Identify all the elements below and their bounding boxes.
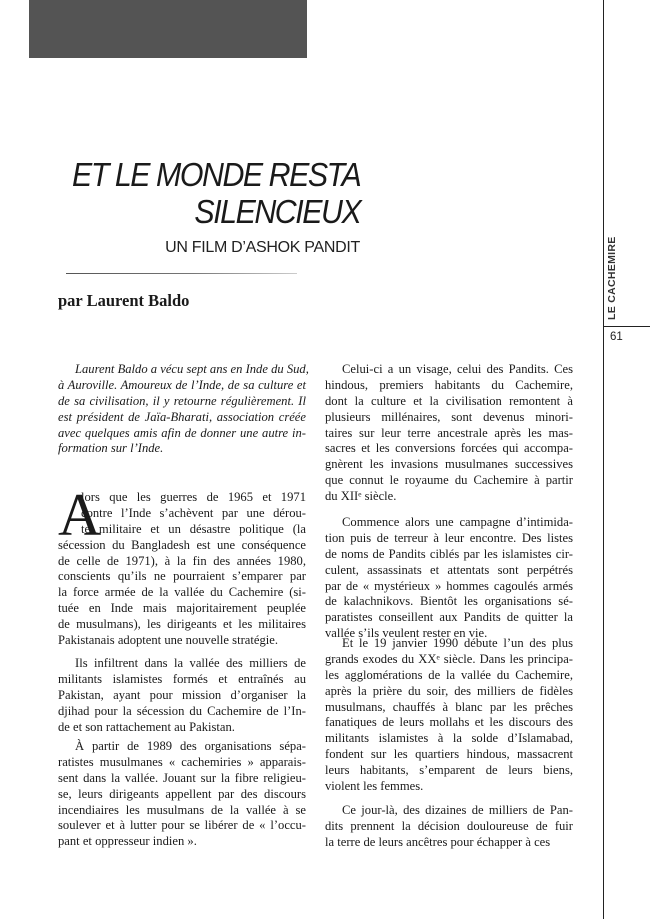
text-line: se, leurs dirigeants appellent par des discours [58,786,306,801]
text-line: incendiaires les musulmans de la vallée à se [58,802,306,817]
page-number: 61 [610,331,623,343]
text-line: formation sur l’Inde. [58,441,164,456]
text-line: militants islamistes à la solde d’Islamabad, [325,731,573,746]
text-line: à Auroville. Amoureux de l’Inde, de sa culture et [58,377,306,392]
text-line: sécession du Bangladesh est une conséquence [58,537,306,552]
drop-cap: A [58,482,102,548]
article-subtitle: UN FILM D’ASHOK PANDIT [165,239,360,256]
text-line: de kalachnikovs. Bientôt les organisations sé- [325,594,573,609]
text-line: grands exodes du XXᵉ siècle. Dans les principa- [325,651,573,666]
paragraph [58,656,306,735]
text-line: gnèrent les invasions musulmanes successives [325,457,573,472]
text-line: soulever et à lutter pour se libérer de « l’occu- [58,818,306,833]
text-line: dits prennent la décision douloureuse de fuir [325,818,573,833]
text-line: Laurent Baldo a vécu sept ans en Inde du Sud, [75,362,309,376]
text-line: de celle de 1971), à la fin des années 1980, [58,553,306,568]
text-line: Et le 19 janvier 1990 débute l’un des plus [342,636,573,650]
text-line: conscients qu’ils ne pourraient s’emparer par [58,569,306,584]
text-line: la terre de leurs ancêtres pour échapper à ces [325,834,551,849]
article-title-line-2: SILENCIEUX [194,193,360,230]
text-line: la force armée de la vallée du Cachemire (si- [58,585,306,600]
text-line: À partir de 1989 des organisations sépa- [75,739,306,753]
paragraph [58,739,306,850]
paragraph [325,803,573,851]
text-line: te militaire et un désastre politique (la [81,521,306,536]
text-line: après la prière du soir, des milliers de fidèles [325,683,573,698]
text-line: militants islamistes formés et entraînés au [58,671,306,686]
header-gray-block [29,0,307,58]
text-line: les agglomérations de la vallée du Cachemire, [325,667,573,682]
text-line: lors que les guerres de 1965 et 1971 [81,490,306,504]
text-line: leurs habitants, s’emparent de leurs biens, [325,763,573,778]
text-line: Commence alors une campagne d’intimida- [342,515,573,529]
text-line: tion puis de terreur à leur encontre. Des listes [325,530,573,545]
text-line: musulmans, chauffés à blanc par les prêches [325,699,573,714]
article-title-line-1: ET LE MONDE RESTA [71,156,360,193]
byline: par Laurent Baldo [58,291,190,310]
text-line: Pakistanais adoptent une nouvelle stratégie. [58,633,278,648]
section-label: LE CACHEMIRE [606,236,618,320]
text-line: ratistes musulmanes « cachemiries » apparais- [58,754,306,769]
text-line: sent dans la vallée. Jouant sur la fibre religieu- [58,770,306,785]
text-line: taires sur leur terre ancestrale après les mas- [325,425,573,440]
text-line: paratistes conseillent aux Pandits de quitter la [325,610,573,625]
text-line: de et son rattachement au Pakistan. [58,719,235,734]
text-line: de musulmans), les dirigeants et les militaires [58,617,306,632]
page-number-divider [603,326,650,327]
text-line: plusieurs millénaires, sont devenus minori- [325,409,573,424]
margin-divider [603,0,604,919]
text-line: sacres et les conversions forcées qui accompa- [325,441,573,456]
paragraph [325,362,573,505]
text-line: violent les femmes. [325,779,424,794]
text-line: Pakistan, ayant pour mission d’organiser la [58,687,306,702]
paragraph [325,636,573,795]
text-line: vallée s’ils veulent rester en vie. [325,626,488,641]
text-line: Ce jour-là, des dizaines de milliers de Pan- [342,803,573,817]
title-rule [66,273,297,274]
text-line: dont la culture et la civilisation remontent à [325,393,573,408]
text-line: que connut le royaume du Cachemire à partir [325,473,573,488]
text-line: Celui-ci a un visage, celui des Pandits. Ces [342,362,573,376]
text-line: culent, assassinats et attentats sont perpétrés [325,562,573,577]
text-line: fanatiques de leurs mollahs et les discours des [325,715,573,730]
text-line: fondent sur les quartiers hindous, massacrent [325,747,573,762]
text-line: avec quelques amis afin de donner une autre in- [58,425,306,440]
text-line: de noms de Pandits ciblés par les islamistes cir- [325,546,573,561]
text-line: contre l’Inde s’achèvent par une dérou- [81,505,306,520]
text-line: de sa civilisation, il y retourne régulièrement. Il [58,393,306,408]
paragraph [58,482,306,649]
text-line: pant et oppresseur indien ». [58,834,197,849]
text-line: Ils infiltrent dans la vallée des milliers de [75,656,306,670]
text-line: par de « mystérieux » hommes cagoulés armés [325,578,573,593]
text-line: hindous, premiers habitants du Cachemire, [325,377,573,392]
text-line: tuée en Inde mais majoritairement peuplée [58,601,306,616]
author-intro [58,362,309,457]
text-line: djihad pour la sécession du Cachemire de l’In- [58,703,306,718]
paragraph [325,515,573,642]
text-line: est président de Jaïa-Bharati, association créée [58,409,306,424]
text-line: du XIIᵉ siècle. [325,489,397,504]
